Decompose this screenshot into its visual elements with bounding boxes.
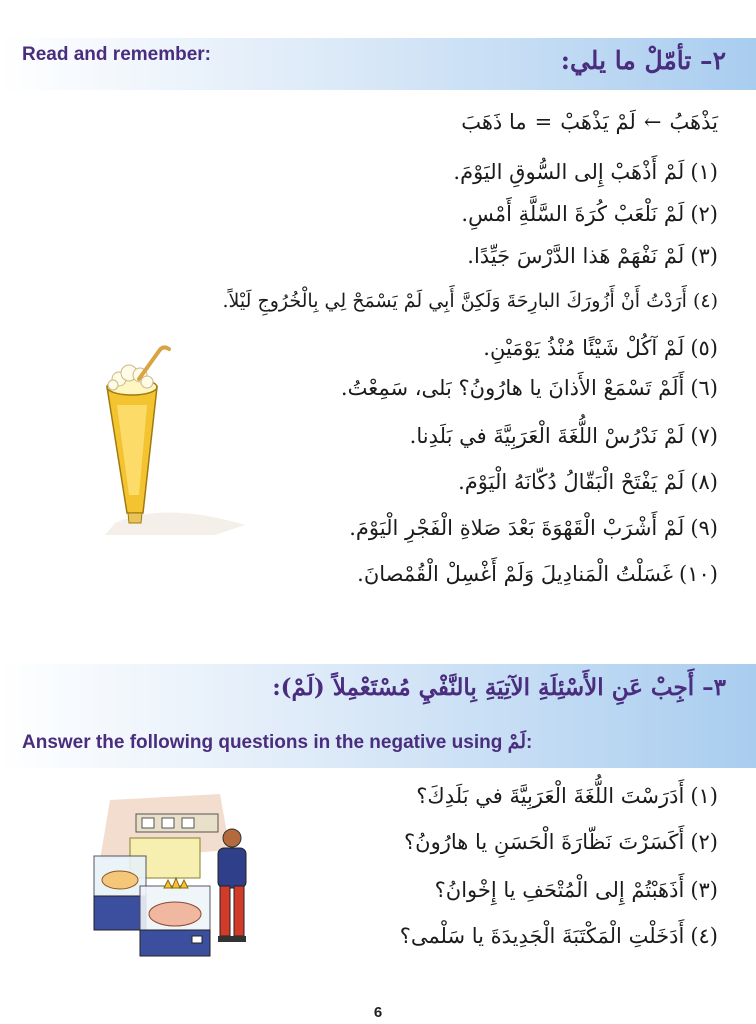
wall-frame xyxy=(182,818,194,828)
sentence-2 xyxy=(461,202,718,226)
question-text: أَدَخَلْتِ الْمَكْتَبَةَ الْجَدِيدَةَ يا سَلْمى؟ xyxy=(399,924,685,948)
straw-icon xyxy=(139,347,169,379)
crown-icon xyxy=(164,878,188,888)
sentence-number: (٤) xyxy=(692,290,718,312)
page-number: 6 xyxy=(373,1004,383,1021)
question-text: أَذَهَبْتُمْ إِلى الْمُتْحَفِ يا إِخْوانُ؟ xyxy=(434,878,685,902)
sentence-text: غَسَلْتُ الْمَنادِيلَ وَلَمْ أَغْسِلْ الْقُمْصانَ. xyxy=(357,562,674,586)
sentence-10 xyxy=(357,562,718,586)
sentence-number: (٥) xyxy=(690,336,718,360)
question-text: أَدَرَسْتَ اللُّغَةَ الْعَرَبِيَّةَ في بَلَدِكَ؟ xyxy=(416,784,685,808)
wall-frame xyxy=(162,818,174,828)
example-past: ما ذَهَبَ xyxy=(461,110,527,134)
section-2-english-heading: Read and remember: xyxy=(22,44,212,65)
sentence-text: لَمْ أَذْهَبْ إِلى السُّوقِ اليَوْمَ. xyxy=(453,160,685,184)
sentence-text: أَرَدْتُ أَنْ أَزُورَكَ البارِحَةَ وَلَكِنَّ أَبِي لَمْ يَسْمَحْ لِي بِالْخُرُوجِ لَيْلاً. xyxy=(222,290,687,312)
sentence-text: أَلَمْ تَسْمَعْ الأَذانَ يا هارُونُ؟ بَلى، سَمِعْتُ. xyxy=(340,376,685,400)
sentence-7 xyxy=(410,424,718,448)
sentence-text: لَمْ نَدْرُسْ اللُّغَةَ الْعَرَبِيَّةَ في بَلَدِنا. xyxy=(409,424,685,448)
left-artifact xyxy=(102,871,138,889)
question-number: (١) xyxy=(690,784,718,808)
glass-base xyxy=(128,513,142,523)
person-head xyxy=(223,829,241,847)
section-3-english-heading: Answer the following questions in the negative using لَمْ: xyxy=(22,732,533,753)
sentence-number: (٩) xyxy=(690,516,718,540)
question-number: (٤) xyxy=(690,924,718,948)
question-3 xyxy=(435,878,718,902)
example-line xyxy=(461,110,718,134)
sentence-4 xyxy=(223,290,718,312)
example-verb: يَذْهَبُ xyxy=(669,110,718,134)
example-negated: لَمْ يَذْهَبْ xyxy=(560,110,636,134)
person-right-leg xyxy=(234,886,244,936)
sentence-text: لَمْ آكُلْ شَيْئًا مُنْذُ يَوْمَيْنِ. xyxy=(483,336,685,360)
arrow-icon: ← xyxy=(643,110,662,134)
juice-glass-illustration xyxy=(95,345,255,535)
sentence-1 xyxy=(453,160,718,184)
sentence-3 xyxy=(467,244,718,268)
sentence-8 xyxy=(458,470,718,494)
glass-shadow xyxy=(105,512,245,535)
question-number: (٣) xyxy=(690,878,718,902)
person-right-shoe xyxy=(232,936,246,942)
sentence-number: (٧) xyxy=(690,424,718,448)
sentence-text: لَمْ نَفْهَمْ هَذا الدَّرْسَ جَيِّدًا. xyxy=(467,244,685,268)
museum-illustration xyxy=(80,790,260,960)
sentence-number: (٢) xyxy=(690,202,718,226)
section-3-arabic-heading: ٣– أَجِبْ عَنِ الأَسْئِلَةِ الآتِيَةِ بِالنَّفْيِ مُسْتَعْمِلاً (لَمْ): xyxy=(272,674,726,701)
question-1 xyxy=(416,784,718,808)
question-4 xyxy=(400,924,718,948)
label-plaque xyxy=(192,936,202,943)
sentence-number: (١) xyxy=(690,160,718,184)
wall-frame xyxy=(142,818,154,828)
sentence-9 xyxy=(349,516,718,540)
question-number: (٢) xyxy=(690,830,718,854)
person-left-leg xyxy=(220,886,230,936)
sentence-text: لَمْ يَفْتَحْ الْبَقّالُ دُكّانَهُ الْيَوْمَ. xyxy=(458,470,685,494)
equals-sign: = xyxy=(534,110,553,134)
left-pedestal xyxy=(94,896,146,930)
question-text: أَكَسَرْتَ نَظّارَةَ الْحَسَنِ يا هارُونُ؟ xyxy=(404,830,685,854)
sentence-number: (٨) xyxy=(690,470,718,494)
sentence-number: (٣) xyxy=(690,244,718,268)
sentence-text: لَمْ أَشْرَبْ الْقَهْوَةَ بَعْدَ صَلاةِ الْفَجْرِ الْيَوْمَ. xyxy=(349,516,685,540)
person-torso xyxy=(218,848,246,888)
sentence-number: (٦) xyxy=(690,376,718,400)
section-2-arabic-heading: ٢– تأمّلْ ما يلي: xyxy=(560,46,726,75)
sentence-6 xyxy=(341,376,718,400)
question-2 xyxy=(404,830,718,854)
sentence-number: (١٠) xyxy=(679,562,718,586)
person-left-shoe xyxy=(218,936,232,942)
front-artifact xyxy=(149,902,201,926)
sentence-text: لَمْ نَلْعَبْ كُرَةَ السَّلَّةِ أَمْسِ. xyxy=(461,202,685,226)
sentence-5 xyxy=(483,336,718,360)
